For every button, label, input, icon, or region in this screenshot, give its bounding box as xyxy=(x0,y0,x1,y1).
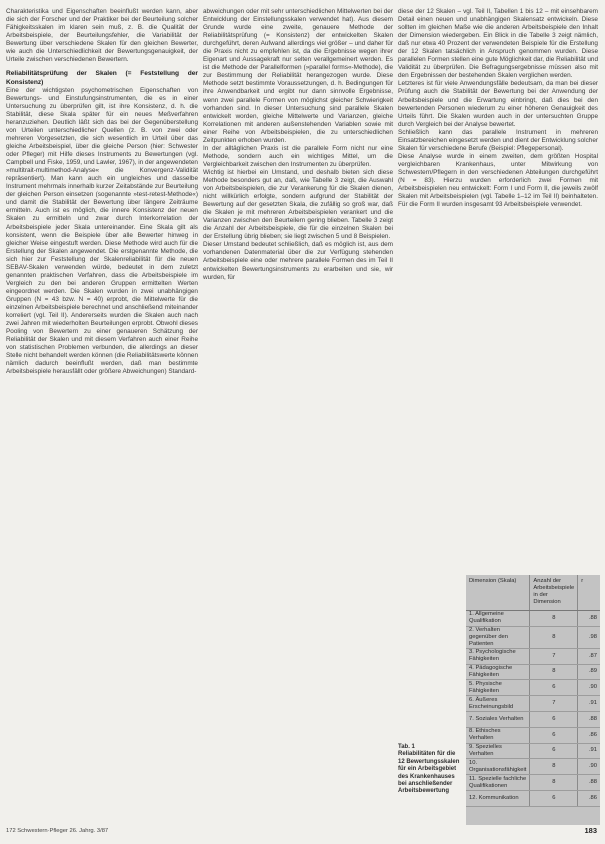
row-count: 8 xyxy=(530,775,578,791)
table-row xyxy=(466,611,600,627)
paragraph: Diese Analyse wurde in einem zweiten, dem größten Hospital vergleichbaren Krankenhaus, unter Mitwirkung von Schwestern/Pflegern in den verschiedenen Abteilungen durchgeführt (N = 83). Hierzu wurden erforderlich zwei Formen mit Arbeitsbeispielen neu entwickelt: Form I und Form II, die jeweils zwölf Skalen mit Arbeitsbeispielen (vgl. Tabelle 1–12 im Teil II) beinhalteten. Für die Form II wurden insgesamt 93 Arbeitsbeispiele verwendet. xyxy=(398,152,598,209)
row-count: 6 xyxy=(530,727,578,743)
caption-title: Tab. 1 xyxy=(398,744,415,750)
row-label: 2. Verhalten gegenüber den Patienten xyxy=(466,626,530,648)
row-label: 8. Ethisches Verhalten xyxy=(466,727,530,743)
row-count: 8 xyxy=(530,626,578,648)
header-reliability: r xyxy=(578,575,600,611)
text-column-left xyxy=(6,8,198,818)
row-reliability: .88 xyxy=(578,611,600,627)
table-row xyxy=(466,775,600,791)
table-row xyxy=(466,711,600,727)
row-reliability: .88 xyxy=(578,775,600,791)
table-row xyxy=(466,759,600,775)
row-label: 10. Organisationsfähigkeit xyxy=(466,759,530,775)
paragraph: abweichungen oder mit sehr unterschiedlichen Mittelwerten bei der Entwicklung der Einstellungsskalen verwendet hat). Aus diesem Grunde wurde eine zweite, genauere Methode der Reliabilitätsprüfung (= Konsistenz) der entwickelten Skalen durchgeführt, deren Aufwand allerdings viel größer – und daher für die Praxis nicht zu empfehlen ist, da die Ergebnisse wegen ihrer Eigenart und Aussagekraft nur selten verallgemeinert werden. Es ist die Methode der Parallelformen (»parallel forms«-Methode), die zur Bestimmung der Reliabilität herangezogen wurde. Diese Methode setzt bestimmte Voraussetzungen, d. h. Bedingungen für ihre Anwendbarkeit und ergibt nur dann sinnvolle Ergebnisse, wenn zwei parallele Formen von möglichst gleicher Schwierigkeit vorhanden sind. In dieser Untersuchung sind parallele Skalen entwickelt worden, gleiche Mittelwerte und Varianzen, gleiche Korrelationen mit anderen außenstehenden Variablen sowie mit einer Reihe von Arbeitsbeispielen, die zu unterschiedlichen Zeitpunkten erhoben wurden. xyxy=(203,8,393,144)
table-row xyxy=(466,727,600,743)
table-caption xyxy=(398,744,460,796)
paragraph: Wichtig ist hierbei ein Umstand, und deshalb bieten sich diese Methode besonders gut an, daß, wie Tabelle 3 zeigt, die Auswahl von Arbeitsbeispielen, die zur Verankerung für die Skalen dienen, nicht willkürlich erfolgte, sondern aufgrund der Stabilität der Bewertung auf der gesetzten Skala, die zufällig so groß war, daß die Skalen je mit mehreren Arbeitsbeispielen verankert und die Varianzen zwischen den Beurteilern gering blieben. Tabelle 3 zeigt die Anzahl der Arbeitsbeispiele, die für die einzelnen Skalen bei der Erstellung übrig blieben; sie liegt zwischen 5 und 8 Beispielen. xyxy=(203,168,393,241)
table-row xyxy=(466,743,600,759)
table-body xyxy=(466,611,600,807)
row-reliability: .98 xyxy=(578,626,600,648)
row-count: 6 xyxy=(530,743,578,759)
paragraph: Charakteristika und Eigenschaften beeinflußt werden kann, aber die sich der Forscher und der Praktiker bei der Beurteilung solcher Fähigkeitsskalen im klaren sein muß, z. B. die Qualität der Arbeitsbeispiele, der Beurteilungsfehler, die Variabilität der Bewertung über verschiedene Skalen für den gleichen Bewerter, wie auch die Unterschiedlichkeit der Bewertungsgenauigkeit, der Urteile zwischen verschiedenen Bewertern. xyxy=(6,8,198,64)
row-reliability: .87 xyxy=(578,648,600,664)
header-count: Anzahl der Arbeitsbeispiele in der Dimension xyxy=(530,575,578,611)
row-reliability: .86 xyxy=(578,727,600,743)
header-dimension: Dimension (Skala) xyxy=(466,575,530,611)
row-count: 6 xyxy=(530,711,578,727)
paragraph: diese der 12 Skalen – vgl. Teil II, Tabellen 1 bis 12 – mit einsehbarem Detail einen neuen und unabhängigen Skalensatz entwickeln. Diese sollten im gleichen Maße wie die anderen Arbeitsbeispiele den Inhalt der Dimension wiedergeben. Ein Blick in die Tabelle 3 zeigt nämlich, daß nur etwa 40 Prozent der verwendeten Beispiele für die Erstellung der 12 Skalen tatsächlich in Anspruch genommen wurden. Diese parallelen Formen stellen eine gute Möglichkeit dar, die Reliabilität und Validität zu überprüfen. Die Befragungsergebnisse müssen also mit den Ergebnissen der bestehenden Skalen verglichen werden. xyxy=(398,8,598,80)
row-reliability: .89 xyxy=(578,664,600,680)
row-reliability: .91 xyxy=(578,696,600,712)
paragraph: Schließlich kann das parallele Instrument in mehreren Einsatzbereichen eingesetzt werden und dient der Entwicklung solcher Skalen für verschiedene Berufe (Beispiel: Pflegepersonal). xyxy=(398,128,598,152)
row-count: 7 xyxy=(530,648,578,664)
row-label: 12. Kommunikation xyxy=(466,790,530,806)
row-count: 6 xyxy=(530,680,578,696)
page-footer: 172 Schwestern·Pfleger 26. Jahrg. 3/87 xyxy=(6,828,109,834)
row-reliability: .88 xyxy=(578,711,600,727)
row-count: 8 xyxy=(530,611,578,627)
row-label: 9. Spezielles Verhalten xyxy=(466,743,530,759)
paragraph: Dieser Umstand bedeutet schließlich, daß es möglich ist, aus dem vorhandenen Datenmaterial über die zur Verfügung stehenden Arbeitsbeispiele eine oder mehrere parallele Formen des im Teil II entwickelten Bewertungsinstruments zu erarbeiten und sie, wir wurden, für xyxy=(203,241,393,281)
row-reliability: .91 xyxy=(578,743,600,759)
row-label: 11. Spezielle fachliche Qualifikationen xyxy=(466,775,530,791)
row-label: 3. Psychologische Fähigkeiten xyxy=(466,648,530,664)
table-row xyxy=(466,648,600,664)
row-label: 5. Physische Fähigkeiten xyxy=(466,680,530,696)
table-row xyxy=(466,664,600,680)
paragraph: Letzteres ist für viele Anwendungsfälle bedeutsam, da man bei dieser Prüfung auch die Stabilität der Bewertung bei der Anwendung der Arbeitsbeispiele und die Erwartung einbringt, daß dies bei den bewertenden Personen wiederum zu einer höheren Genauigkeit des Urteils führt. Die Skalen wurden auch in der untersuchten Gruppe durch Vergleich bei der Analyse bewertet. xyxy=(398,80,598,128)
row-count: 6 xyxy=(530,790,578,806)
page-number: 183 xyxy=(584,826,597,835)
row-count: 8 xyxy=(530,664,578,680)
table-row xyxy=(466,626,600,648)
row-reliability: .90 xyxy=(578,680,600,696)
row-label: 6. Äußeres Erscheinungsbild xyxy=(466,696,530,712)
paragraph: Eine der wichtigsten psychometrischen Eigenschaften von Bewertungs- und Einstufungsinstrumenten, die es in einer Untersuchung zu überprüfen gilt, ist ihre Konsistenz, d. h. die Stabilität, diese Skala später für ein neues Meßverfahren heranzuziehen. Deutlich läßt sich das bei der Gegenüberstellung von Urteilen unterschiedlicher Quellen (z. B. von zwei oder mehreren Vorgesetzten, die sich wesentlich im Urteil über das gleiche Arbeitsbeispiel, über die gleiche Person (hier: Schwester oder Pfleger) mit Hilfe dieses Instruments zu Bewertungen (vgl. Campbell und Fiske, 1959, und Lawler, 1967), in der angewendeten »multitrait-multimethod-Analyse« die Konvergenz-Validität repräsentiert). Man kann auch ein ungleiches und dasselbe Instrument mehrmals innerhalb kurzer Zeitabstände zur Beurteilung der gleichen Person einsetzen (sogenannte »test-retest-Methode«) und damit die Stabilität der Bewertung über längere Zeiträume ermitteln. Auch ist es möglich, die innere Konsistenz der neuen Skalen zu ermitteln und zwar durch Interkorrelation der Arbeitsbeispiele jeder Skala untereinander. Eine Skala gilt als konsistent, wenn die Beispiele über alle Bewerter hinweg in gleicher Weise eingestuft werden. Diese Methode wird auch für die Erstellung der Skalen angewendet. Die erstgenannte Methode, die sich hier zur Feststellung der Skalenreliabilität für die neuen SEBAV-Skalen verwenden würde, bedeutet in dem zuletzt genannten praktischen Verfahren, dass die Arbeitsbeispiele im Vergleich zu den bei anderen Gruppen ermittelten Werten eingeordnet werden. Die Skalen wurden in zwei unabhängigen Gruppen (N = 43 bzw. N = 40) erprobt, die Mittelwerte für die einzelnen Arbeitsbeispiele berechnet und anschließend miteinander korreliert (vgl. Teil II). Andererseits wurden die Skalen auch nach zwei Jahren mit wiederholten Beurteilungen erprobt. Obwohl dieses Pooling von Bewertern zu einer genaueren Schätzung der Reliabilität der Skalen und mit diesem Verfahren auch einer Reihe von statistischen Problemen verbunden, die allerdings an dieser Stelle nicht behandelt werden können (die Reliabilitätswerte können nämlich dadurch beeinflußt werden, daß man bestimmte Arbeitsbeispiele herausfällt oder größere Abweichungen) Standard- xyxy=(6,86,198,376)
row-count: 7 xyxy=(530,696,578,712)
row-count: 8 xyxy=(530,759,578,775)
table-row xyxy=(466,696,600,712)
text-column-right xyxy=(398,8,598,448)
row-reliability: .86 xyxy=(578,790,600,806)
row-label: 4. Pädagogische Fähigkeiten xyxy=(466,664,530,680)
table-row xyxy=(466,680,600,696)
row-label: 1. Allgemeine Qualifikation xyxy=(466,611,530,627)
reliability-table xyxy=(466,575,600,825)
row-reliability: .90 xyxy=(578,759,600,775)
text-column-middle xyxy=(203,8,393,818)
table-row xyxy=(466,790,600,806)
row-label: 7. Soziales Verhalten xyxy=(466,711,530,727)
caption-text: Reliabilitäten für die 12 Bewertungsskalen für ein Arbeitsgebiet des Krankenhauses bei anschließender Arbeitsbewertung xyxy=(398,751,460,795)
section-heading: Reliabilitätsprüfung der Skalen (= Feststellung der Konsistenz) xyxy=(6,70,198,86)
paragraph: In der alltäglichen Praxis ist die parallele Form nicht nur eine Methode, sondern auch ein wichtiges Mittel, um die Vergleichbarkeit zwischen den Instrumenten zu überprüfen. xyxy=(203,144,393,168)
